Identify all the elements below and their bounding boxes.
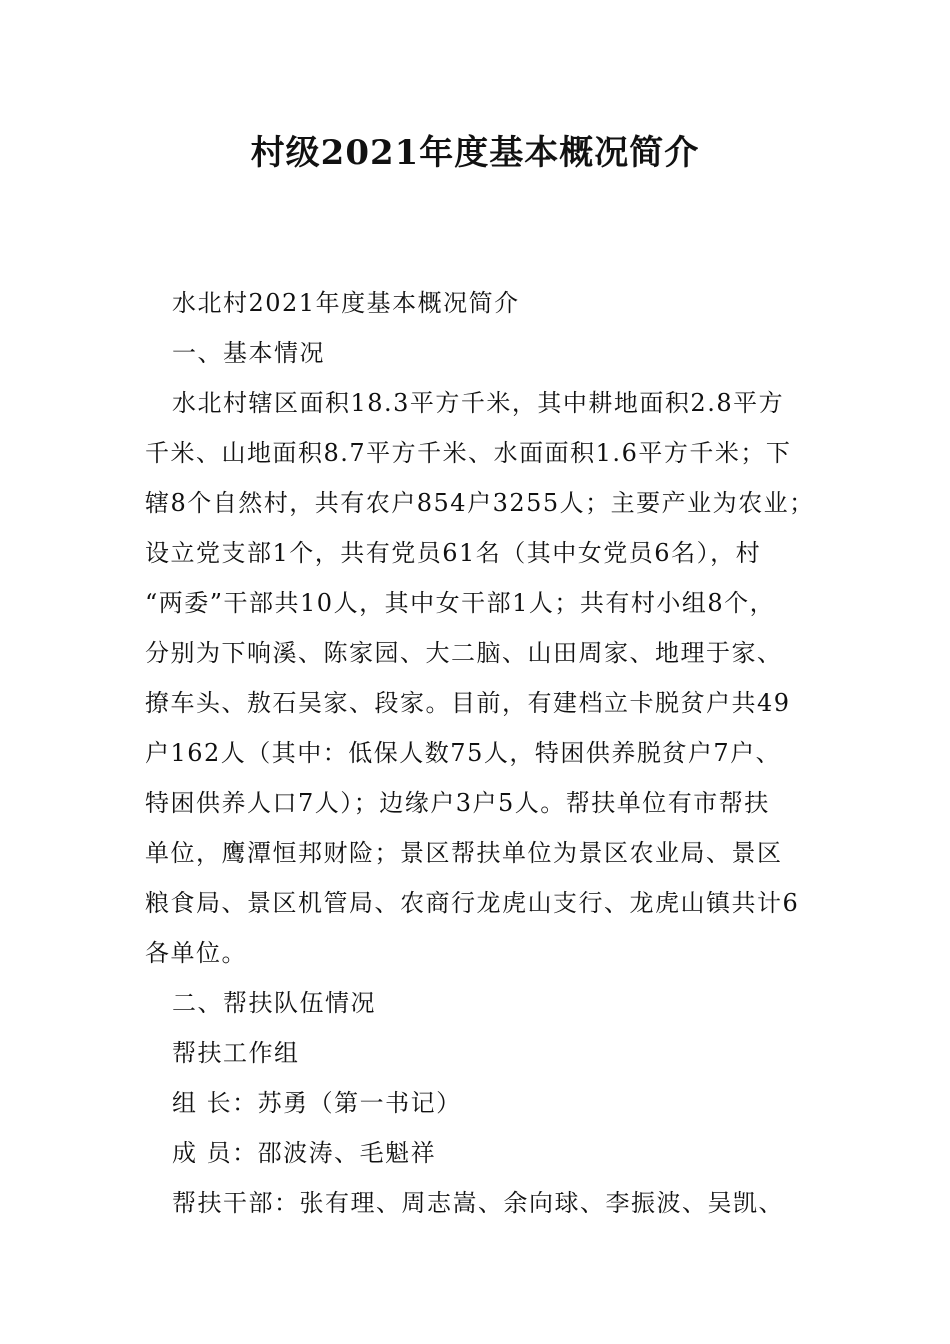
section-heading-support-team: 二、帮扶队伍情况 [172,989,376,1017]
leader-line: 组 长：苏勇（第一书记） [172,1089,462,1117]
paragraph-line: 辖8个自然村，共有农户854户3255人；主要产业为农业； [145,489,815,517]
paragraph-line: 分别为下响溪、陈家园、大二脑、山田周家、地理于家、 [145,639,783,667]
paragraph-line: 水北村辖区面积18.3平方千米，其中耕地面积2.8平方 [172,389,785,417]
paragraph-line: 撩车头、敖石吴家、段家。目前，有建档立卡脱贫户共49 [145,689,791,717]
paragraph-line: 特困供养人口7人）；边缘户3户5人。帮扶单位有市帮扶 [145,789,770,817]
paragraph-line: 单位，鹰潭恒邦财险；景区帮扶单位为景区农业局、景区 [145,839,783,867]
document-title: 村级2021年度基本概况简介 [250,133,700,173]
section-heading-basic-info: 一、基本情况 [172,339,325,367]
paragraph-line: 户162人（其中：低保人数75人，特困供养脱贫户7户、 [145,739,782,767]
paragraph-line: 千米、山地面积8.7平方千米、水面面积1.6平方千米；下 [145,439,792,467]
paragraph-line: “两委”干部共10人，其中女干部1人；共有村小组8个， [145,589,776,617]
document-subtitle: 水北村2021年度基本概况简介 [172,289,520,317]
members-line: 成 员：邵波涛、毛魁祥 [172,1139,437,1167]
work-group-label: 帮扶工作组 [172,1039,300,1067]
paragraph-line: 各单位。 [145,939,247,967]
paragraph-line: 设立党支部1个，共有党员61名（其中女党员6名），村 [145,539,762,567]
cadres-line: 帮扶干部：张有理、周志嵩、余向球、李振波、吴凯、 [172,1189,784,1217]
paragraph-line: 粮食局、景区机管局、农商行龙虎山支行、龙虎山镇共计6 [145,889,800,917]
